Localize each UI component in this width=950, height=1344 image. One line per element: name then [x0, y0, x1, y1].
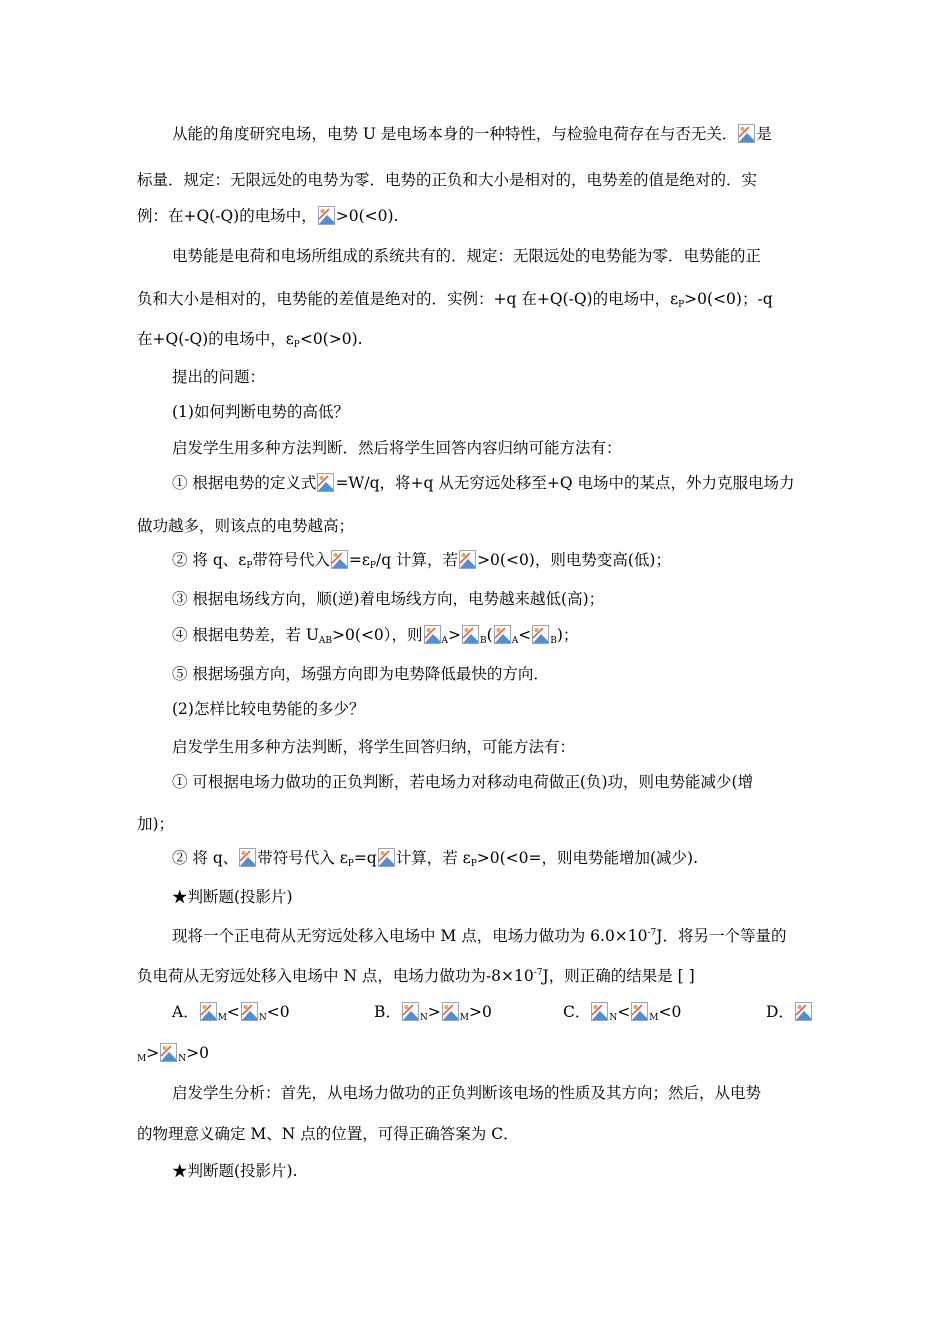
- paragraph-line: 从能的角度研究电场，电势 U 是电场本身的一种特性，与检验电荷存在与否无关． 是: [172, 125, 772, 143]
- formula-image-icon: [239, 848, 256, 867]
- questions-heading: 提出的问题：: [172, 368, 266, 386]
- method-item: ① 可根据电场力做功的正负判断，若电场力对移动电荷做正(负)功，则电势能减少(增: [172, 773, 754, 791]
- formula-image-icon: [442, 1002, 459, 1021]
- paragraph-line: 例：在+Q(-Q)的电场中， >0(<0).: [137, 207, 399, 225]
- option-d-cont: $_M$> $_N$>0: [137, 1044, 209, 1064]
- method-item: ④ 根据电势差，若 $U_{AB}>0(<0)$，则 $_A$> $_B$( $_A$< $_B$)；: [172, 626, 579, 646]
- formula-image-icon: [331, 550, 348, 569]
- formula-image-icon: [795, 1002, 812, 1021]
- formula-image-icon: [241, 1002, 258, 1021]
- question-1-intro: 启发学生用多种方法判断．然后将学生回答内容归纳可能方法有：: [172, 439, 622, 457]
- method-item: ② 将 q、 带符号代入 $\varepsilon_P=q$ 计算，若 $\varepsilon_P>0(<0=$，则电势能增加(减少).: [172, 849, 699, 869]
- formula-image-icon: [160, 1043, 177, 1062]
- option-b: B． $_N$> $_M$>0: [374, 1003, 492, 1023]
- paragraph-line: 在+Q(-Q)的电场中，$\varepsilon_P<0(>0)$.: [137, 330, 363, 350]
- formula-image-icon: [738, 124, 755, 143]
- question-2: (2)怎样比较电势能的多少？: [172, 700, 365, 718]
- formula-image-icon: [402, 1002, 419, 1021]
- question-1: (1)如何判断电势的高低？: [172, 403, 349, 421]
- paragraph-line: 标量．规定：无限远处的电势为零．电势的正负和大小是相对的，电势差的值是绝对的．实: [137, 171, 758, 189]
- formula-image-icon: [318, 206, 335, 225]
- formula-image-icon: [532, 625, 549, 644]
- formula-image-icon: [424, 625, 441, 644]
- section-heading: ★判断题(投影片).: [172, 1162, 298, 1180]
- analysis-text: 启发学生分析：首先，从电场力做功的正负判断该电场的性质及其方向；然后，从电势: [172, 1084, 762, 1102]
- method-item: ① 根据电势的定义式 =W/q，将+q 从无穷远处移至+Q 电场中的某点，外力克服电场力: [172, 474, 795, 492]
- option-d: D．: [766, 1002, 813, 1022]
- formula-image-icon: [317, 473, 334, 492]
- formula-image-icon: [378, 848, 395, 867]
- formula-image-icon: [591, 1002, 608, 1021]
- problem-text: 现将一个正电荷从无穷远处移入电场中 M 点，电场力做功为 $6.0\times 10^{-7}J$．将另一个等量的: [172, 927, 787, 945]
- option-a: A． $_M$< $_N$<0: [172, 1003, 290, 1023]
- method-item-cont: 加)；: [137, 815, 175, 833]
- paragraph-line: 电势能是电荷和电场所组成的系统共有的．规定：无限远处的电势能为零．电势能的正: [172, 247, 762, 265]
- paragraph-line: 负和大小是相对的，电势能的差值是绝对的．实例：+q 在+Q(-Q)的电场中，$\varepsilon_P>0(<0)$；-q: [137, 290, 773, 310]
- formula-image-icon: [459, 550, 476, 569]
- problem-text: 负电荷从无穷远处移入电场中 N 点，电场力做功为$-8\times 10^{-7}J$，则正确的结果是 [ ]: [137, 967, 695, 985]
- formula-image-icon: [494, 625, 511, 644]
- method-item: ③ 根据电场线方向，顺(逆)着电场线方向，电势越来越低(高)；: [172, 590, 605, 608]
- formula-image-icon: [631, 1002, 648, 1021]
- method-item: ⑤ 根据场强方向，场强方向即为电势降低最快的方向．: [172, 665, 549, 683]
- formula-image-icon: [200, 1002, 217, 1021]
- analysis-text: 的物理意义确定 M、N 点的位置，可得正确答案为 C．: [137, 1125, 519, 1143]
- question-2-intro: 启发学生用多种方法判断，将学生回答归纳，可能方法有：: [172, 738, 576, 756]
- method-item-cont: 做功越多，则该点的电势越高；: [137, 517, 355, 535]
- section-heading: ★判断题(投影片): [172, 888, 293, 906]
- formula-image-icon: [462, 625, 479, 644]
- method-item: ② 将 q、$\varepsilon_P$带符号代入 $=\varepsilon_P/q$ 计算，若 >0(<0)，则电势变高(低)；: [172, 551, 671, 571]
- option-c: C． $_N$< $_M$<0: [563, 1003, 682, 1023]
